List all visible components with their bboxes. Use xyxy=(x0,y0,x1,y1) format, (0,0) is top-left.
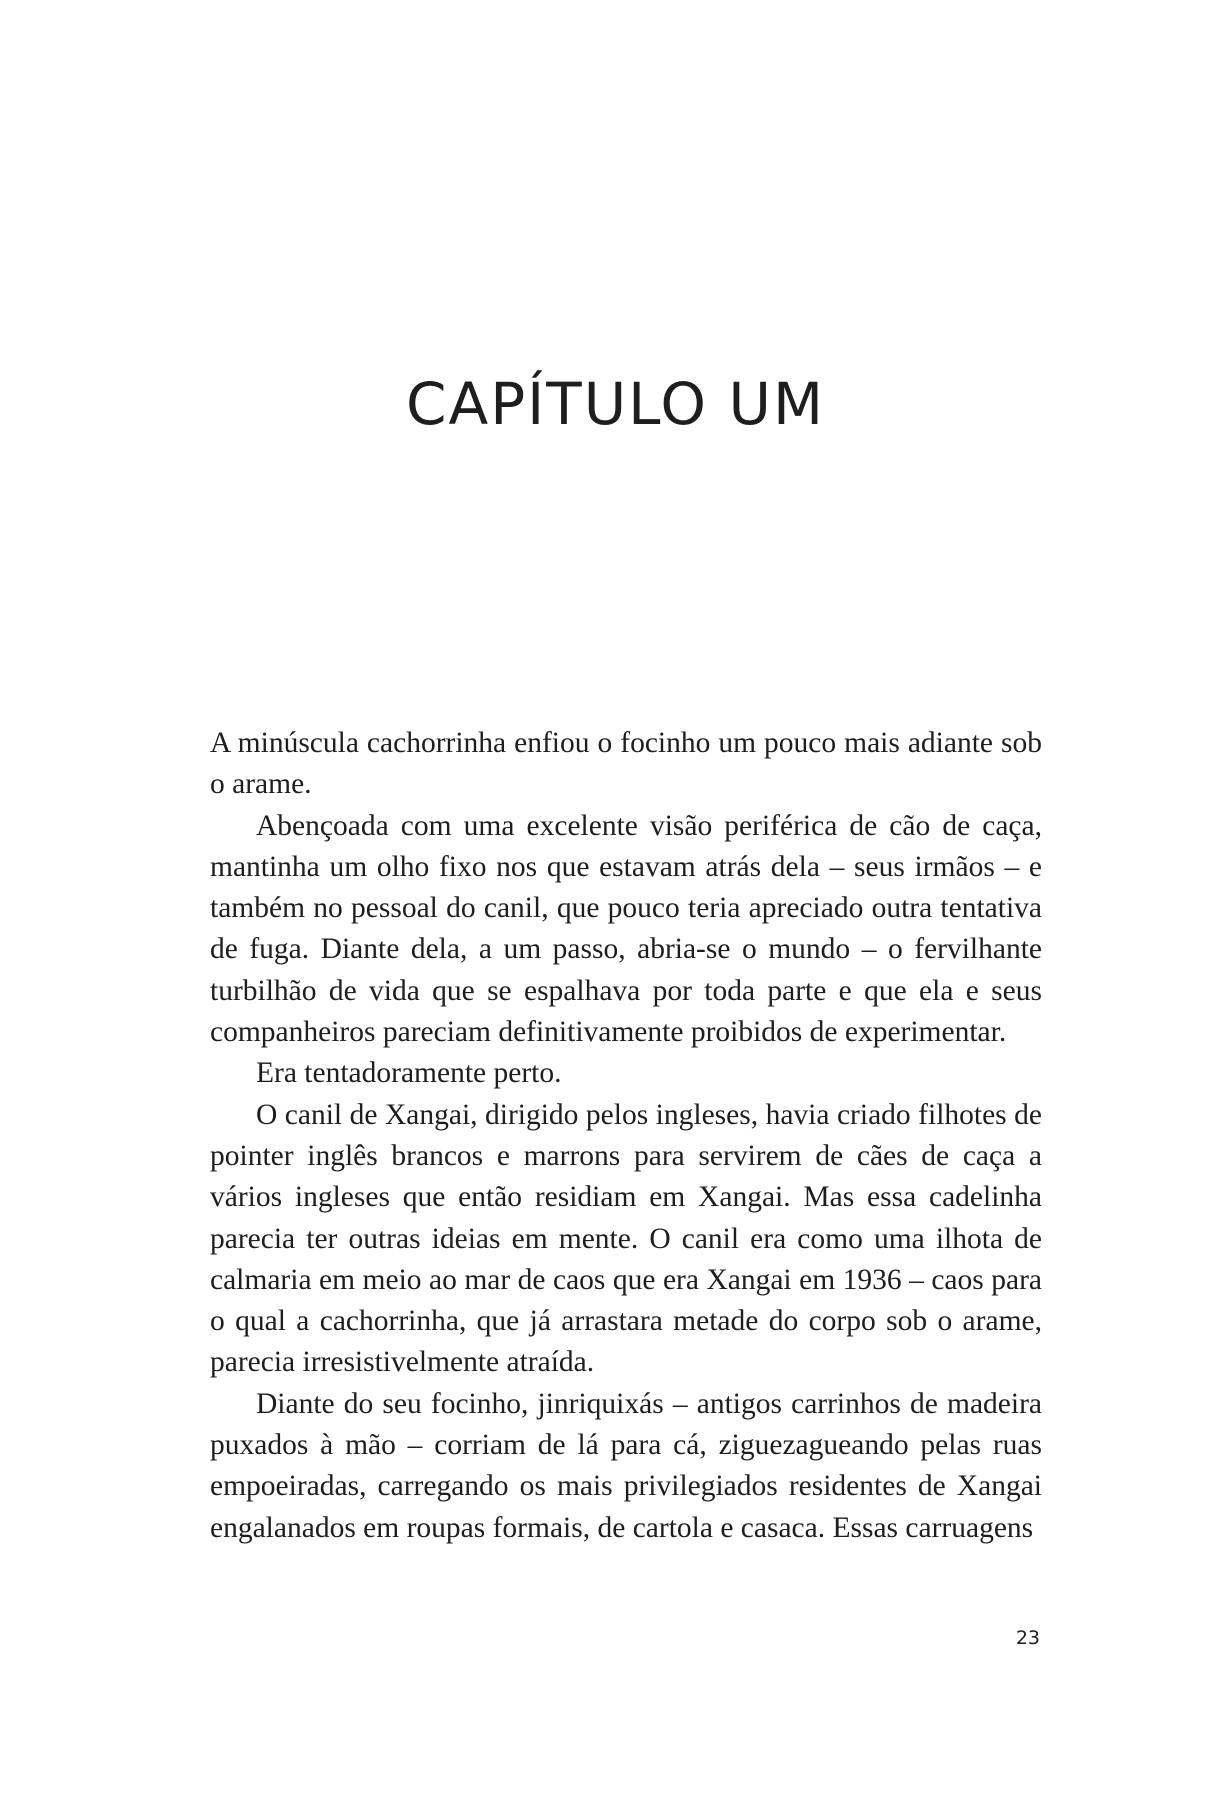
paragraph: Diante do seu focinho, jinriquixás – antigos carrinhos de madeira puxados à mão – corriam de lá para cá, ziguezagueando pelas ruas empoeiradas, carregando os mais privilegiados residentes de Xangai engalanados em roupas formais, de cartola e casaca. Essas carruagens xyxy=(210,1387,1042,1544)
paragraph: Era tentadoramente perto. xyxy=(256,1057,562,1090)
chapter-title: CAPÍTULO UM xyxy=(406,370,825,438)
page-number: 23 xyxy=(1015,1627,1040,1649)
paragraph: Abençoada com uma excelente visão periférica de cão de caça, mantinha um olho fixo nos que estavam atrás dela – seus irmãos – e também no pessoal do canil, que pouco teria apreciado outra tentativa de fuga. Diante dela, a um passo, abria-se o mundo – o fervilhante turbilhão de vida que se espalhava por toda parte e que ela e seus companheiros pareciam definitivamente proibidos de experimentar. xyxy=(210,809,1042,1049)
paragraph: A minúscula cachorrinha enfiou o focinho um pouco mais adiante sob o arame. xyxy=(210,727,1042,801)
body-text xyxy=(210,723,1042,1549)
paragraph: O canil de Xangai, dirigido pelos ingleses, havia criado filhotes de pointer inglês brancos e marrons para servirem de cães de caça a vários ingleses que então residiam em Xangai. Mas essa cadelinha parecia ter outras ideias em mente. O canil era como uma ilhota de calmaria em meio ao mar de caos que era Xangai em 1936 – caos para o qual a cachorrinha, que já arrastara metade do corpo sob o arame, parecia irresistivelmente atraída. xyxy=(210,1098,1042,1379)
